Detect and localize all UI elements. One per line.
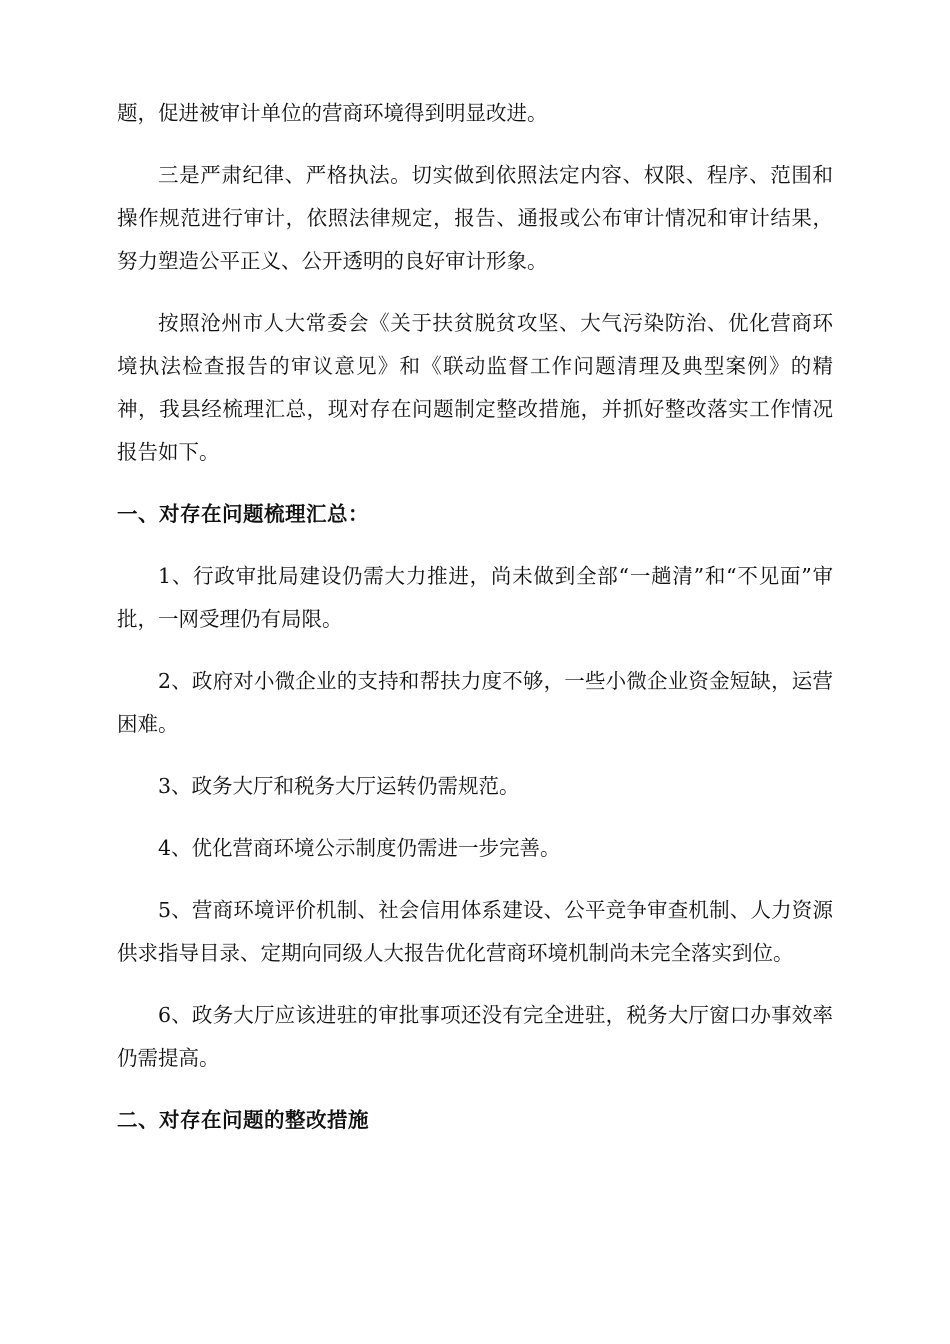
section-heading-issues: 一、对存在问题梳理汇总： — [117, 502, 369, 526]
list-item: 5、营商环境评价机制、社会信用体系建设、公平竞争审查机制、人力资源供求指导目录、定期向同级人大报告优化营商环境机制尚未完全落实到位。 — [117, 898, 833, 965]
list-item: 2、政府对小微企业的支持和帮扶力度不够，一些小微企业资金短缺，运营困难。 — [117, 669, 833, 736]
list-item: 1、行政审批局建设仍需大力推进，尚未做到全部“一趟清”和“不见面”审批，一网受理仍有局限。 — [117, 564, 833, 631]
paragraph-continuation: 题，促进被审计单位的营商环境得到明显改进。 — [117, 101, 548, 125]
list-item: 3、政务大厅和税务大厅运转仍需规范。 — [158, 774, 520, 798]
document-body — [117, 92, 833, 1142]
section-heading-measures: 二、对存在问题的整改措施 — [117, 1108, 369, 1132]
paragraph-discipline: 三是严肃纪律、严格执法。切实做到依照法定内容、权限、程序、范围和操作规范进行审计，依照法律规定，报告、通报或公布审计情况和审计结果，努力塑造公平正义、公开透明的良好审计形象。 — [117, 163, 833, 273]
list-item: 6、政务大厅应该进驻的审批事项还没有完全进驻，税务大厅窗口办事效率仍需提高。 — [117, 1003, 833, 1070]
paragraph-intro: 按照沧州市人大常委会《关于扶贫脱贫攻坚、大气污染防治、优化营商环境执法检查报告的审议意见》和《联动监督工作问题清理及典型案例》的精神，我县经梳理汇总，现对存在问题制定整改措施，并抓好整改落实工作情况报告如下。 — [117, 311, 833, 464]
list-item: 4、优化营商环境公示制度仍需进一步完善。 — [158, 836, 561, 860]
